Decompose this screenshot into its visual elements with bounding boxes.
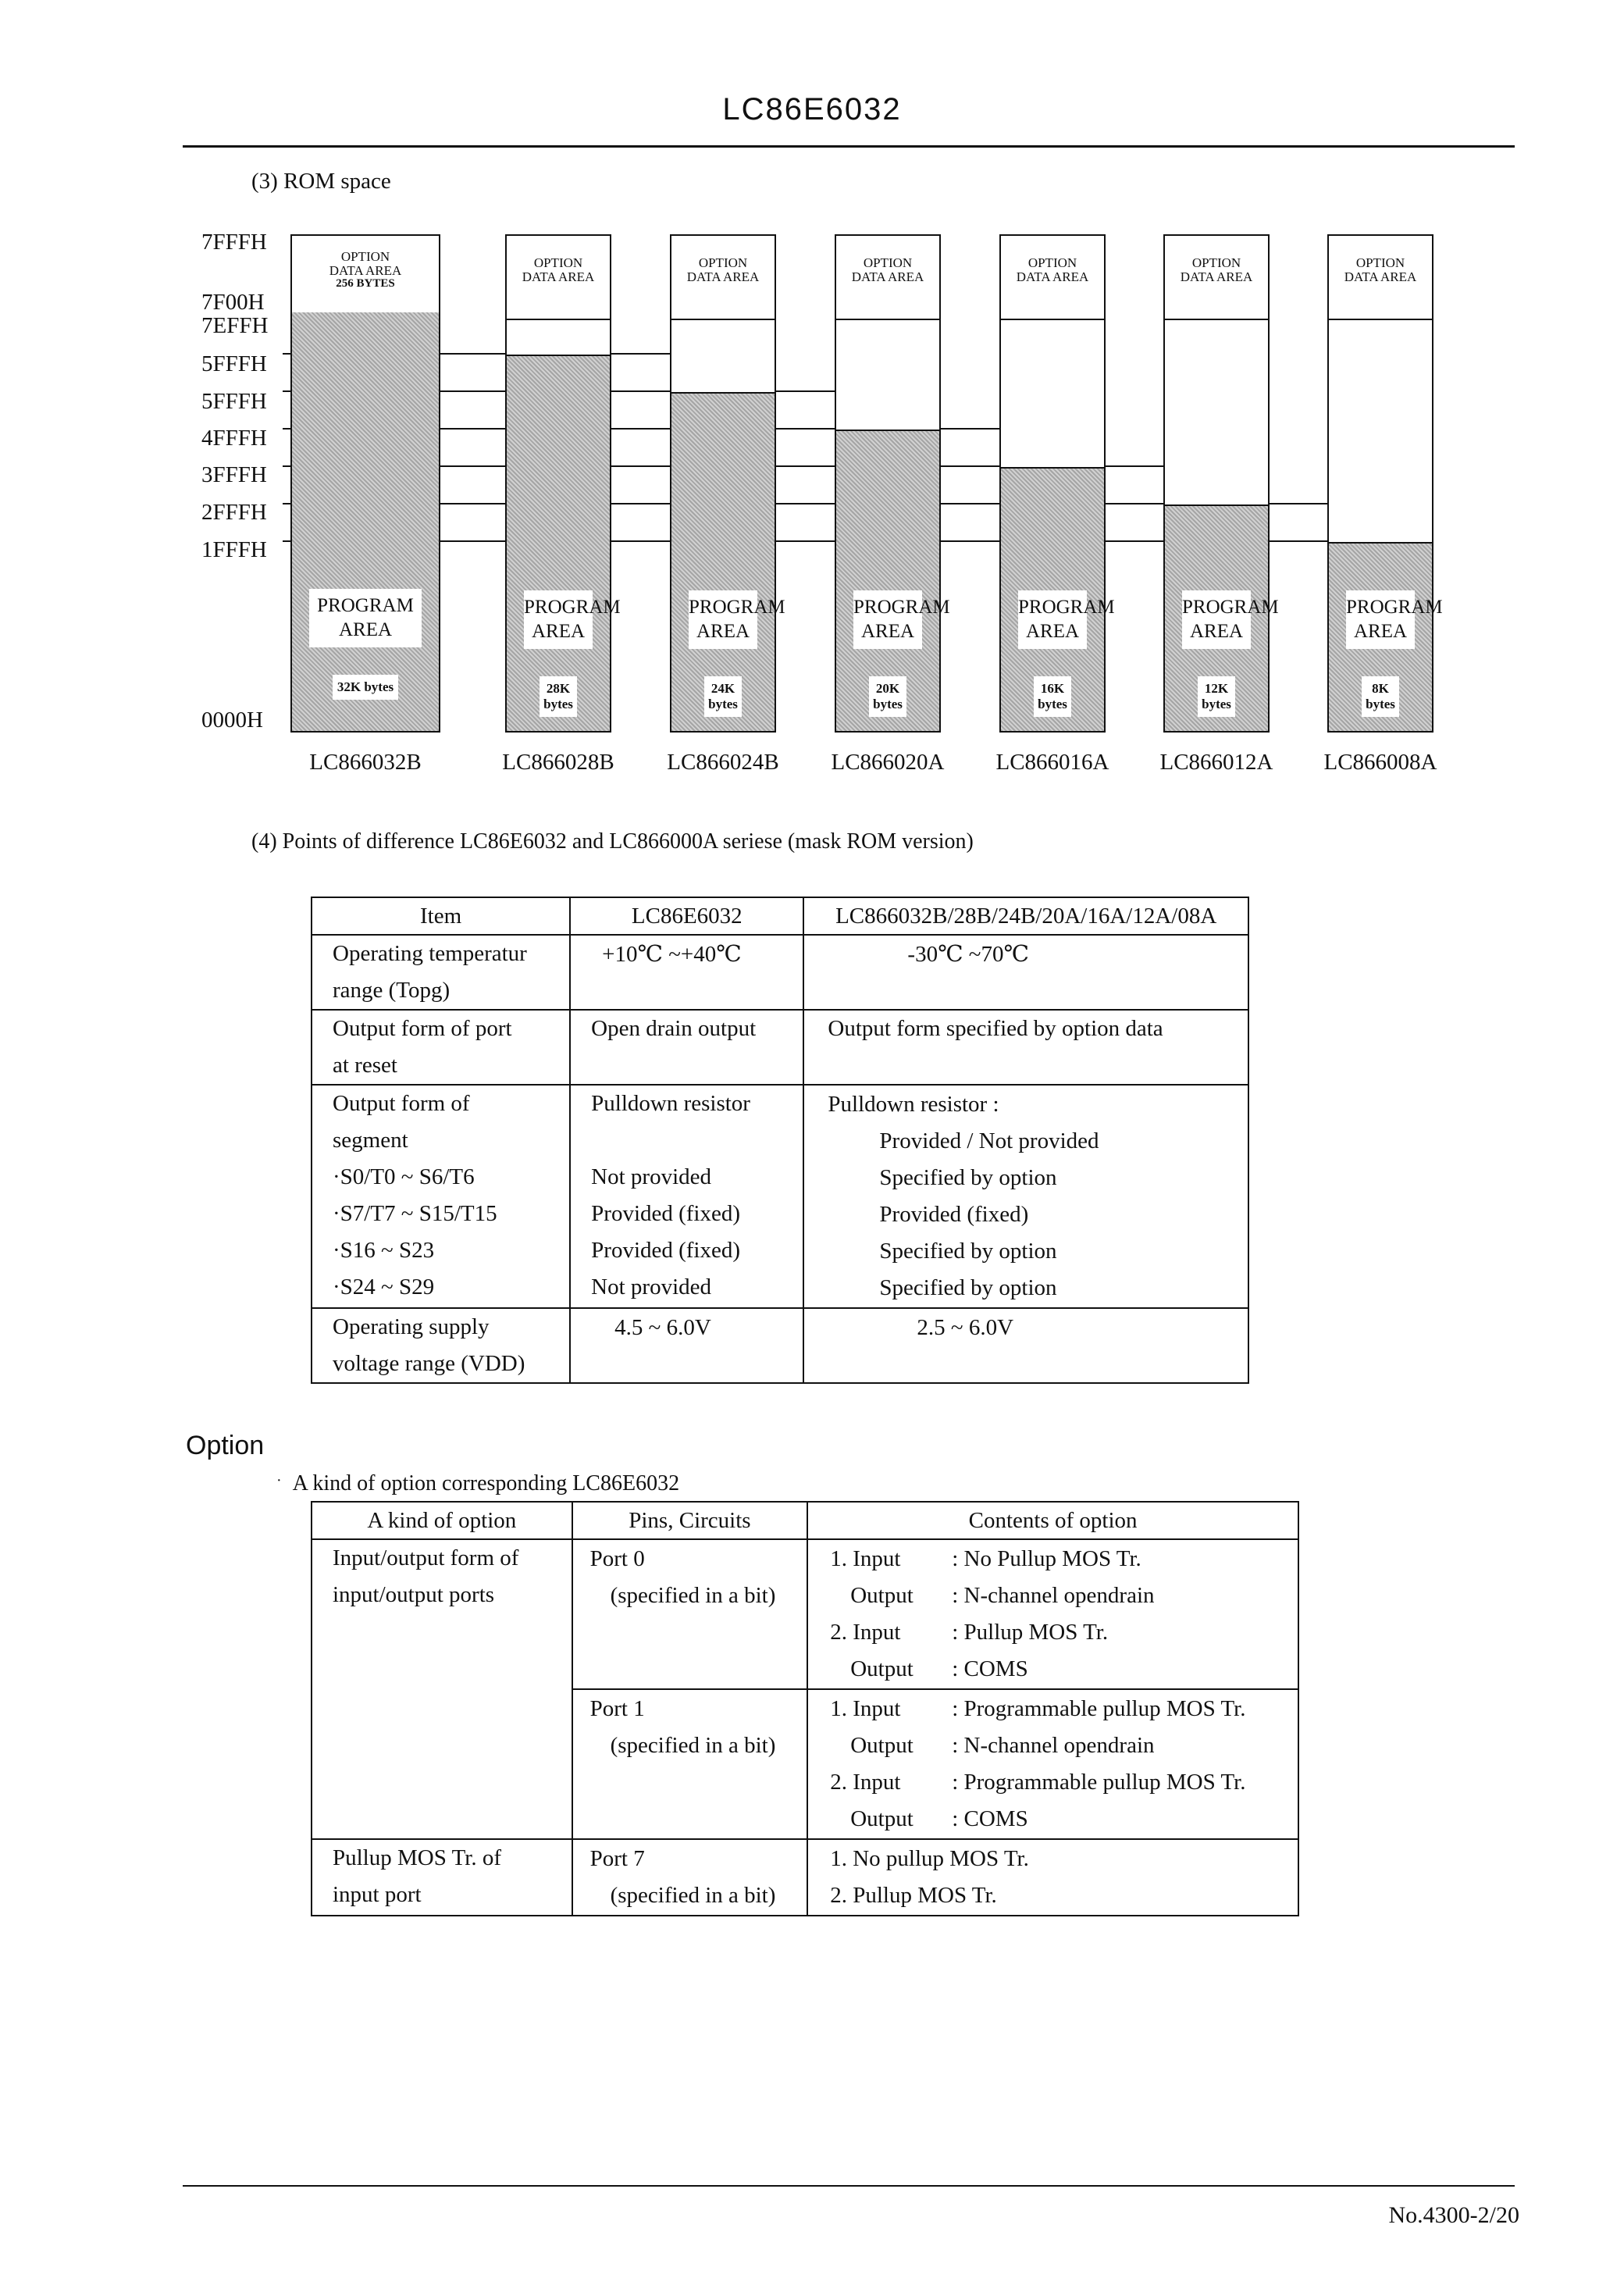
chip-name: LC866028B bbox=[502, 750, 614, 775]
pin-name: Port 7 bbox=[589, 1846, 645, 1871]
column-header-pins: Pins, Circuits bbox=[572, 1502, 808, 1539]
option-data-area bbox=[1001, 236, 1104, 284]
chip-name: LC866008A bbox=[1323, 750, 1437, 775]
address-tick bbox=[283, 353, 290, 355]
pin-note: (specified in a bit) bbox=[610, 1733, 776, 1758]
program-label-line: PROGRAM bbox=[853, 597, 950, 618]
address-tick bbox=[283, 503, 290, 504]
rom-space-diagram bbox=[0, 0, 1624, 797]
contents-desc: : COMS bbox=[952, 1806, 1028, 1831]
address-label: 7EFFH bbox=[201, 313, 269, 338]
address-guide-line bbox=[776, 503, 835, 504]
item-line: Operating temperatur bbox=[333, 941, 527, 966]
option-data-area bbox=[1329, 236, 1432, 284]
option-label-line: DATA AREA bbox=[851, 269, 924, 284]
address-label: 5FFFH bbox=[201, 389, 267, 414]
table-header-row bbox=[312, 1502, 1298, 1539]
contents-desc: : Programmable pullup MOS Tr. bbox=[952, 1770, 1246, 1795]
option-area-divider bbox=[1165, 319, 1268, 320]
contents-line bbox=[830, 1577, 1297, 1614]
contents-mode: Output bbox=[850, 1656, 914, 1681]
program-label-line: AREA bbox=[1189, 621, 1244, 643]
table-row bbox=[312, 1539, 1298, 1689]
contents-mode: Output bbox=[850, 1806, 914, 1831]
contents-mode: 1. Input bbox=[830, 1546, 901, 1571]
address-guide-line bbox=[941, 540, 999, 542]
lc86-cell bbox=[570, 1010, 803, 1085]
option-data-area bbox=[292, 236, 439, 290]
program-area bbox=[1165, 504, 1279, 731]
kind-line: input port bbox=[333, 1882, 422, 1907]
program-label-line: AREA bbox=[1353, 621, 1408, 643]
lc86-value: Open drain output bbox=[591, 1016, 757, 1041]
contents-cell bbox=[807, 1839, 1298, 1916]
address-guide-line bbox=[941, 503, 999, 504]
address-guide-line bbox=[611, 503, 670, 504]
item-line: ·S0/T0 ~ S6/T6 bbox=[333, 1164, 475, 1189]
address-label: 3FFFH bbox=[201, 462, 267, 487]
pin-name: Port 1 bbox=[589, 1696, 645, 1721]
page-title: LC86E6032 bbox=[722, 92, 902, 127]
kind-cell bbox=[312, 1539, 572, 1839]
footer-rule bbox=[183, 2185, 1515, 2187]
lc86-cell bbox=[570, 935, 803, 1010]
pin-cell bbox=[572, 1839, 808, 1916]
program-label-line: PROGRAM bbox=[317, 595, 414, 616]
program-area bbox=[836, 430, 950, 731]
option-label-line: OPTION bbox=[698, 255, 748, 270]
contents-line: 2. Pullup MOS Tr. bbox=[830, 1883, 997, 1908]
chip-name: LC866020A bbox=[831, 750, 945, 775]
contents-mode: 1. Input bbox=[830, 1696, 901, 1721]
contents-line bbox=[830, 1614, 1297, 1651]
contents-desc: : Pullup MOS Tr. bbox=[952, 1620, 1109, 1645]
address-guide-line bbox=[776, 428, 835, 430]
kind-cell bbox=[312, 1839, 572, 1916]
mask-cell bbox=[803, 1308, 1248, 1383]
option-label-line: OPTION bbox=[1191, 255, 1241, 270]
address-guide-line bbox=[776, 540, 835, 542]
program-label-line: AREA bbox=[696, 621, 750, 643]
mask-cell bbox=[803, 1085, 1248, 1308]
option-label-line: 256 BYTES bbox=[336, 276, 395, 290]
option-area-divider bbox=[836, 319, 939, 320]
mask-value: -30℃ ~70℃ bbox=[907, 942, 1029, 967]
page-number: No.4300-2/20 bbox=[1388, 2202, 1519, 2228]
address-label: 7FFFH bbox=[201, 230, 267, 255]
program-size-label: 16K bytes bbox=[1034, 676, 1071, 717]
address-guide-line bbox=[440, 390, 505, 392]
lc86-value bbox=[591, 1122, 782, 1159]
mask-value: Specified by option bbox=[879, 1239, 1057, 1264]
contents-line bbox=[830, 1801, 1297, 1838]
address-guide-line bbox=[941, 428, 999, 430]
pin-cell bbox=[572, 1539, 808, 1689]
program-area-label bbox=[689, 590, 785, 649]
item-line: ·S7/T7 ~ S15/T15 bbox=[333, 1201, 497, 1226]
bullet-icon: · bbox=[276, 1472, 282, 1489]
program-area-label bbox=[853, 590, 950, 649]
address-tick bbox=[283, 390, 290, 392]
rom-chip-block bbox=[290, 234, 440, 733]
contents-line bbox=[830, 1691, 1297, 1727]
option-label-line: OPTION bbox=[1027, 255, 1077, 270]
kind-line: Input/output form of bbox=[333, 1545, 519, 1570]
rom-chip-block bbox=[1163, 234, 1279, 733]
contents-desc: : No Pullup MOS Tr. bbox=[952, 1546, 1141, 1571]
item-line: ·S24 ~ S29 bbox=[333, 1274, 435, 1299]
item-cell bbox=[312, 1308, 570, 1383]
contents-cell bbox=[807, 1689, 1298, 1839]
chip-name: LC866032B bbox=[309, 750, 422, 775]
address-guide-line bbox=[611, 390, 670, 392]
table-header-row bbox=[312, 897, 1248, 935]
option-area-divider bbox=[1001, 319, 1104, 320]
address-label: 4FFFH bbox=[201, 426, 267, 451]
difference-heading: (4) Points of difference LC86E6032 and LC866000A seriese (mask ROM version) bbox=[251, 829, 974, 854]
address-guide-line bbox=[1106, 540, 1163, 542]
program-label-line: AREA bbox=[860, 621, 915, 643]
contents-mode: 2. Input bbox=[830, 1770, 901, 1795]
option-subheading-text: A kind of option corresponding LC86E6032 bbox=[292, 1471, 680, 1495]
option-heading: Option bbox=[186, 1431, 265, 1460]
address-guide-line bbox=[611, 353, 670, 355]
contents-line: 1. No pullup MOS Tr. bbox=[830, 1846, 1029, 1871]
lc86-value: Provided (fixed) bbox=[591, 1201, 741, 1226]
lc86-value: +10℃ ~+40℃ bbox=[602, 942, 742, 967]
item-cell bbox=[312, 1085, 570, 1308]
item-line: Output form of port bbox=[333, 1016, 512, 1041]
mask-cell bbox=[803, 1010, 1248, 1085]
program-area bbox=[292, 312, 439, 731]
option-data-area bbox=[671, 236, 775, 284]
address-guide-line bbox=[1106, 503, 1163, 504]
item-line: range (Topg) bbox=[333, 978, 451, 1003]
mask-value: 2.5 ~ 6.0V bbox=[917, 1315, 1014, 1340]
option-data-area bbox=[836, 236, 939, 284]
chip-name: LC866012A bbox=[1159, 750, 1273, 775]
mask-value: Provided / Not provided bbox=[879, 1128, 1099, 1153]
program-area bbox=[1001, 467, 1115, 731]
column-header-mask-rom: LC866032B/28B/24B/20A/16A/12A/08A bbox=[803, 897, 1248, 935]
address-guide-line bbox=[611, 465, 670, 467]
contents-cell bbox=[807, 1539, 1298, 1689]
pin-cell bbox=[572, 1689, 808, 1839]
address-guide-line bbox=[440, 465, 505, 467]
program-label-line: AREA bbox=[338, 619, 393, 641]
address-label: 7F00H bbox=[201, 290, 265, 315]
rom-chip-block bbox=[835, 234, 950, 733]
address-guide-line bbox=[440, 428, 505, 430]
lc86-value: Not provided bbox=[591, 1164, 711, 1189]
option-label-line: DATA AREA bbox=[1344, 269, 1417, 284]
program-area bbox=[671, 392, 785, 731]
contents-desc: : N-channel opendrain bbox=[952, 1583, 1155, 1608]
item-cell bbox=[312, 1010, 570, 1085]
program-size-label: 28K bytes bbox=[540, 676, 577, 717]
lc86-value: Provided (fixed) bbox=[591, 1238, 741, 1263]
lc86-value: Not provided bbox=[591, 1274, 711, 1299]
mask-cell bbox=[803, 935, 1248, 1010]
program-area-label bbox=[1346, 590, 1443, 649]
address-tick bbox=[283, 540, 290, 542]
lc86-value: Pulldown resistor bbox=[591, 1091, 750, 1116]
mask-value: Provided (fixed) bbox=[879, 1202, 1029, 1227]
option-label-line: DATA AREA bbox=[1016, 269, 1089, 284]
rom-chip-block bbox=[505, 234, 621, 733]
item-line: voltage range (VDD) bbox=[333, 1351, 525, 1376]
address-guide-line bbox=[776, 390, 835, 392]
mask-value: Specified by option bbox=[879, 1275, 1057, 1300]
item-line: at reset bbox=[333, 1053, 397, 1078]
option-label-line: DATA AREA bbox=[329, 262, 402, 278]
option-label-line: DATA AREA bbox=[686, 269, 760, 284]
program-size-label: 32K bytes bbox=[333, 675, 398, 700]
program-label-line: PROGRAM bbox=[1018, 597, 1115, 618]
program-area-label bbox=[309, 589, 422, 647]
program-size-label: 24K bytes bbox=[704, 676, 742, 717]
program-label-line: AREA bbox=[531, 621, 586, 643]
contents-desc: : N-channel opendrain bbox=[952, 1733, 1155, 1758]
chip-name: LC866016A bbox=[995, 750, 1109, 775]
address-guide-line bbox=[611, 540, 670, 542]
option-area-divider bbox=[671, 319, 775, 320]
address-guide-line bbox=[440, 353, 505, 355]
lc86-cell bbox=[570, 1308, 803, 1383]
pin-note: (specified in a bit) bbox=[610, 1583, 776, 1608]
lc86-cell bbox=[570, 1085, 803, 1308]
item-line: Output form of bbox=[333, 1091, 470, 1116]
program-area bbox=[507, 355, 621, 731]
contents-desc: : COMS bbox=[952, 1656, 1028, 1681]
address-label: 0000H bbox=[201, 708, 263, 733]
program-label-line: AREA bbox=[1025, 621, 1080, 643]
table-row bbox=[312, 1085, 1248, 1308]
pin-note: (specified in a bit) bbox=[610, 1883, 776, 1908]
mask-value: Output form specified by option data bbox=[828, 1016, 1163, 1041]
mask-value: Specified by option bbox=[879, 1165, 1057, 1190]
program-area bbox=[1329, 542, 1443, 731]
item-line: segment bbox=[333, 1128, 408, 1153]
table-row bbox=[312, 1010, 1248, 1085]
program-area-label bbox=[524, 590, 621, 649]
contents-mode: Output bbox=[850, 1733, 914, 1758]
kind-line: input/output ports bbox=[333, 1582, 495, 1607]
address-label: 2FFFH bbox=[201, 500, 267, 525]
program-size-label: 20K bytes bbox=[869, 676, 906, 717]
mask-value: Pulldown resistor : bbox=[828, 1092, 999, 1117]
contents-line bbox=[830, 1651, 1297, 1688]
column-header-contents: Contents of option bbox=[807, 1502, 1298, 1539]
address-guide-line bbox=[776, 465, 835, 467]
contents-mode: 2. Input bbox=[830, 1620, 901, 1645]
chip-name: LC866024B bbox=[667, 750, 779, 775]
option-data-area bbox=[507, 236, 610, 284]
column-header-lc86e6032: LC86E6032 bbox=[570, 897, 803, 935]
table-row bbox=[312, 1308, 1248, 1383]
option-label-line: OPTION bbox=[863, 255, 913, 270]
program-label-line: PROGRAM bbox=[524, 597, 621, 618]
option-label-line: OPTION bbox=[1355, 255, 1405, 270]
option-table bbox=[311, 1501, 1299, 1916]
rom-chip-block bbox=[670, 234, 785, 733]
program-label-line: PROGRAM bbox=[689, 597, 785, 618]
address-guide-line bbox=[611, 428, 670, 430]
program-size-label: 12K bytes bbox=[1198, 676, 1235, 717]
address-guide-line bbox=[440, 540, 505, 542]
table-row bbox=[312, 935, 1248, 1010]
address-label: 1FFFH bbox=[201, 537, 267, 562]
item-line: ·S16 ~ S23 bbox=[333, 1238, 435, 1263]
rom-space-heading: (3) ROM space bbox=[251, 169, 391, 194]
contents-mode: Output bbox=[850, 1583, 914, 1608]
kind-line: Pullup MOS Tr. of bbox=[333, 1845, 501, 1870]
address-tick bbox=[283, 428, 290, 430]
address-guide-line bbox=[1270, 540, 1327, 542]
contents-line bbox=[830, 1764, 1297, 1801]
address-label: 5FFFH bbox=[201, 351, 267, 376]
item-line: Operating supply bbox=[333, 1314, 490, 1339]
option-data-area bbox=[1165, 236, 1268, 284]
address-tick bbox=[283, 465, 290, 467]
program-label-line: PROGRAM bbox=[1346, 597, 1443, 618]
pin-name: Port 0 bbox=[589, 1546, 645, 1571]
option-label-line: OPTION bbox=[533, 255, 583, 270]
option-label-line: DATA AREA bbox=[1180, 269, 1253, 284]
item-cell bbox=[312, 935, 570, 1010]
address-guide-line bbox=[1270, 503, 1327, 504]
option-label-line: DATA AREA bbox=[522, 269, 595, 284]
option-label-line: OPTION bbox=[340, 249, 390, 264]
option-area-divider bbox=[507, 319, 610, 320]
column-header-item: Item bbox=[312, 897, 570, 935]
lc86-value: 4.5 ~ 6.0V bbox=[614, 1315, 711, 1340]
program-size-label: 8K bytes bbox=[1362, 676, 1399, 717]
program-label-line: PROGRAM bbox=[1182, 597, 1279, 618]
option-subheading bbox=[276, 1471, 680, 1496]
option-area-divider bbox=[1329, 319, 1432, 320]
table-row bbox=[312, 1839, 1298, 1916]
column-header-kind: A kind of option bbox=[312, 1502, 572, 1539]
address-guide-line bbox=[440, 503, 505, 504]
contents-desc: : Programmable pullup MOS Tr. bbox=[952, 1696, 1246, 1721]
rom-chip-block bbox=[999, 234, 1115, 733]
address-guide-line bbox=[941, 465, 999, 467]
address-guide-line bbox=[1106, 465, 1163, 467]
program-area-label bbox=[1018, 590, 1115, 649]
rom-chip-block bbox=[1327, 234, 1443, 733]
program-area-label bbox=[1182, 590, 1279, 649]
contents-line bbox=[830, 1727, 1297, 1764]
contents-line bbox=[830, 1541, 1297, 1577]
difference-table bbox=[311, 897, 1249, 1384]
